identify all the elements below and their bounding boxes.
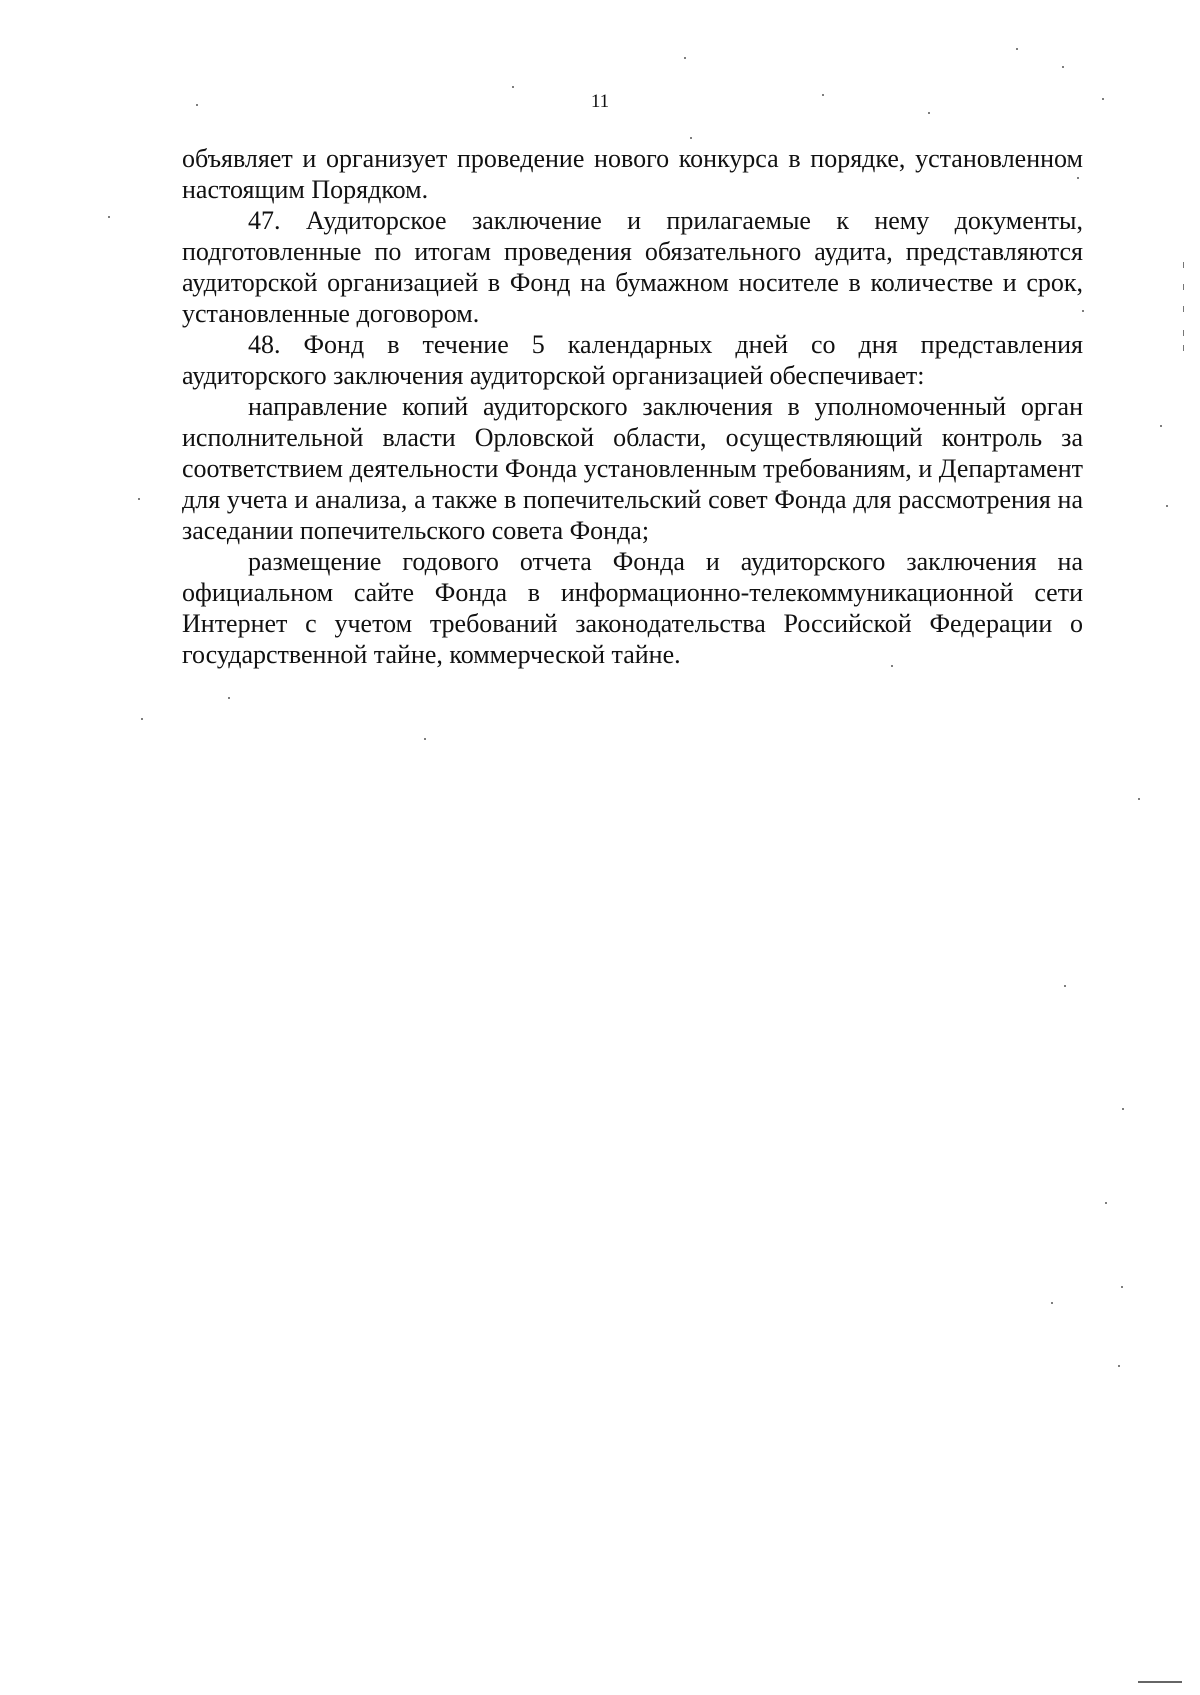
scan-dash (1183, 306, 1184, 312)
paragraph-47: 47. Аудиторское заключение и прилагаемые к нему документы, подготовленные по итогам проведения обязательного аудита, представляются аудиторской организацией в Фонд на бумажном носителе в количестве и срок, установленные договором. (182, 206, 1083, 328)
scan-speck (822, 94, 824, 96)
scan-speck (196, 104, 198, 106)
scan-dash (1183, 284, 1184, 290)
paragraph-48-item-1: направление копий аудиторского заключения в уполномоченный орган исполнительной власти Орловской области, осуществляющий контроль за соответствием деятельности Фонда установленным требованиям, и Департамент для учета и анализа, а также в попечительский совет Фонда для рассмотрения на заседании попечительского совета Фонда; (182, 392, 1083, 545)
scan-speck (1121, 1286, 1123, 1288)
scan-speck (138, 498, 140, 500)
paragraph-continuation: объявляет и организует проведение нового конкурса в порядке, установленном настоящим Порядком. (182, 144, 1083, 204)
paragraph-48: 48. Фонд в течение 5 календарных дней со дня представления аудиторского заключения аудиторской организацией обеспечивает: (182, 330, 1083, 390)
scan-dash (1183, 262, 1184, 268)
scan-speck (928, 112, 930, 114)
scan-speck (1122, 1108, 1124, 1110)
scan-speck (690, 137, 692, 139)
document-body (182, 143, 1083, 670)
scan-speck (1105, 1202, 1107, 1204)
scan-speck (141, 718, 143, 720)
page-number: 11 (590, 91, 610, 112)
paragraph-48-item-2: размещение годового отчета Фонда и аудиторского заключения на официальном сайте Фонда в информационно-телекоммуникационной сети Интернет с учетом требований законодательства Российской Федерации о государственной тайне, коммерческой тайне. (182, 547, 1083, 669)
scan-speck (1082, 310, 1084, 312)
scan-speck (1064, 985, 1066, 987)
scan-speck (684, 57, 686, 59)
scan-edge-mark (1138, 1681, 1182, 1683)
scan-speck (1062, 66, 1064, 68)
scan-speck (108, 216, 110, 218)
scan-speck (1118, 1365, 1120, 1367)
scan-speck (1166, 505, 1168, 507)
scan-speck (1077, 177, 1079, 179)
scan-speck (228, 697, 230, 699)
scan-speck (1138, 798, 1140, 800)
scan-speck (424, 738, 426, 740)
scan-speck (1160, 425, 1162, 427)
scan-dash (1183, 330, 1184, 336)
scan-speck (512, 86, 514, 88)
scan-speck (1102, 98, 1104, 100)
scan-dash (1183, 345, 1184, 351)
scan-speck (1051, 1302, 1053, 1304)
scan-speck (1016, 48, 1018, 50)
scan-speck (891, 665, 893, 667)
